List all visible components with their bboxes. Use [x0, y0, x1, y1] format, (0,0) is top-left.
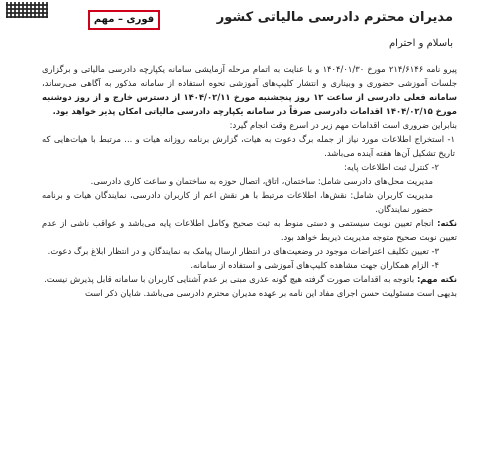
note-text: باتوجه به اقدامات صورت گرفته هیچ گونه عذری مبنی بر عدم آشنایی کاربران با سامانه قابل پذیرش نیست.: [44, 274, 417, 284]
list-number: ۱-: [447, 134, 455, 144]
intro-bold-text: سامانه فعلی دادرسی از ساعت ۱۲ روز پنجشنبه مورخ ۱۴۰۴/۰۲/۱۱ از دسترس خارج و از روز دوشنبه مورخ ۱۴۰۴/۰۲/۱۵ اقدامات دادرسی صرفاً در سامانه یکپارچه دادرسی مالیاتی امکان پذیر خواهد بود.: [42, 92, 457, 116]
bullet-text: مدیریت محل‌های دادرسی شامل: ساختمان، اتاق، اتصال حوزه به ساختمان و ساعت کاری دادرسی.: [90, 176, 433, 186]
list-number: ۳-: [431, 246, 439, 256]
list-item-3: [42, 244, 457, 258]
list-item-2: [42, 160, 457, 174]
list-item-1: [42, 132, 457, 160]
greeting: باسلام و احترام: [388, 38, 453, 49]
note-text: انجام تعیین نوبت سیستمی و دستی منوط به ثبت صحیح وکامل اطلاعات پایه می‌باشد و عواقب ناشی از عدم تعیین نوبت صحیح متوجه مدیریت ذیربط خواهد بود.: [42, 218, 457, 242]
note-label: نکته:: [437, 218, 457, 228]
list-bullet: [42, 174, 457, 188]
urgent-stamp: فوری – مهم: [88, 10, 160, 30]
list-text: تعیین تکلیف اعتراضات موجود در وضعیت‌های در انتظار ارسال پیامک به نمایندگان و در انتظار ابلاغ برگ دعوت.: [47, 246, 429, 256]
qr-code-icon: [6, 2, 48, 18]
note-label: نکته مهم:: [416, 274, 457, 284]
note-1: [42, 216, 457, 244]
list-bullet: [42, 188, 457, 216]
list-item-4: [42, 258, 457, 272]
letter-title: مدیران محترم دادرسی مالیاتی کشور: [216, 10, 453, 25]
list-text: استخراج اطلاعات مورد نیاز از جمله برگ دعوت به هیات، گزارش برنامه روزانه هیات و ... مرتبط با هیات‌هایی که تاریخ تشکیل آن‌ها هفته آینده می‌باشد.: [42, 134, 455, 158]
closing-paragraph: بدیهی است مسئولیت حسن اجرای مفاد این نامه بر عهده مدیران محترم دادرسی می‌باشد. شایان ذکر است: [85, 288, 457, 298]
bullet-text: مدیریت کاربران شامل: نقش‌ها، اطلاعات مرتبط با هر نقش اعم از کاربران دادرسی، نمایندگان هیات و برنامه حضور نمایندگان.: [42, 190, 433, 214]
list-number: ۲-: [431, 162, 439, 172]
list-text: الزام همکاران جهت مشاهده کلیپ‌های آموزشی و استفاده از سامانه.: [190, 260, 429, 270]
intro-text: پیرو نامه ۲۱۴/۶۱۴۶ مورخ ۱۴۰۴/۰۱/۳۰ و با عنایت به اتمام مرحله آزمایشی سامانه یکپارچه دادرسی مالیاتی و برگزاری جلسات آموزشی حضوری و وبیناری و انتشار کلیپ‌های آموزشی نحوه استفاده از سامانه مذکور به آگاهی می‌رساند،: [42, 64, 457, 88]
list-text: کنترل ثبت اطلاعات پایه:: [344, 162, 429, 172]
intro-paragraph: [42, 62, 457, 118]
note-2: [42, 272, 457, 286]
actions-intro: بنابراین ضروری است اقدامات مهم زیر در اسرع وقت انجام گیرد:: [229, 120, 457, 130]
list-number: ۴-: [431, 260, 439, 270]
letter-body: [42, 62, 457, 300]
